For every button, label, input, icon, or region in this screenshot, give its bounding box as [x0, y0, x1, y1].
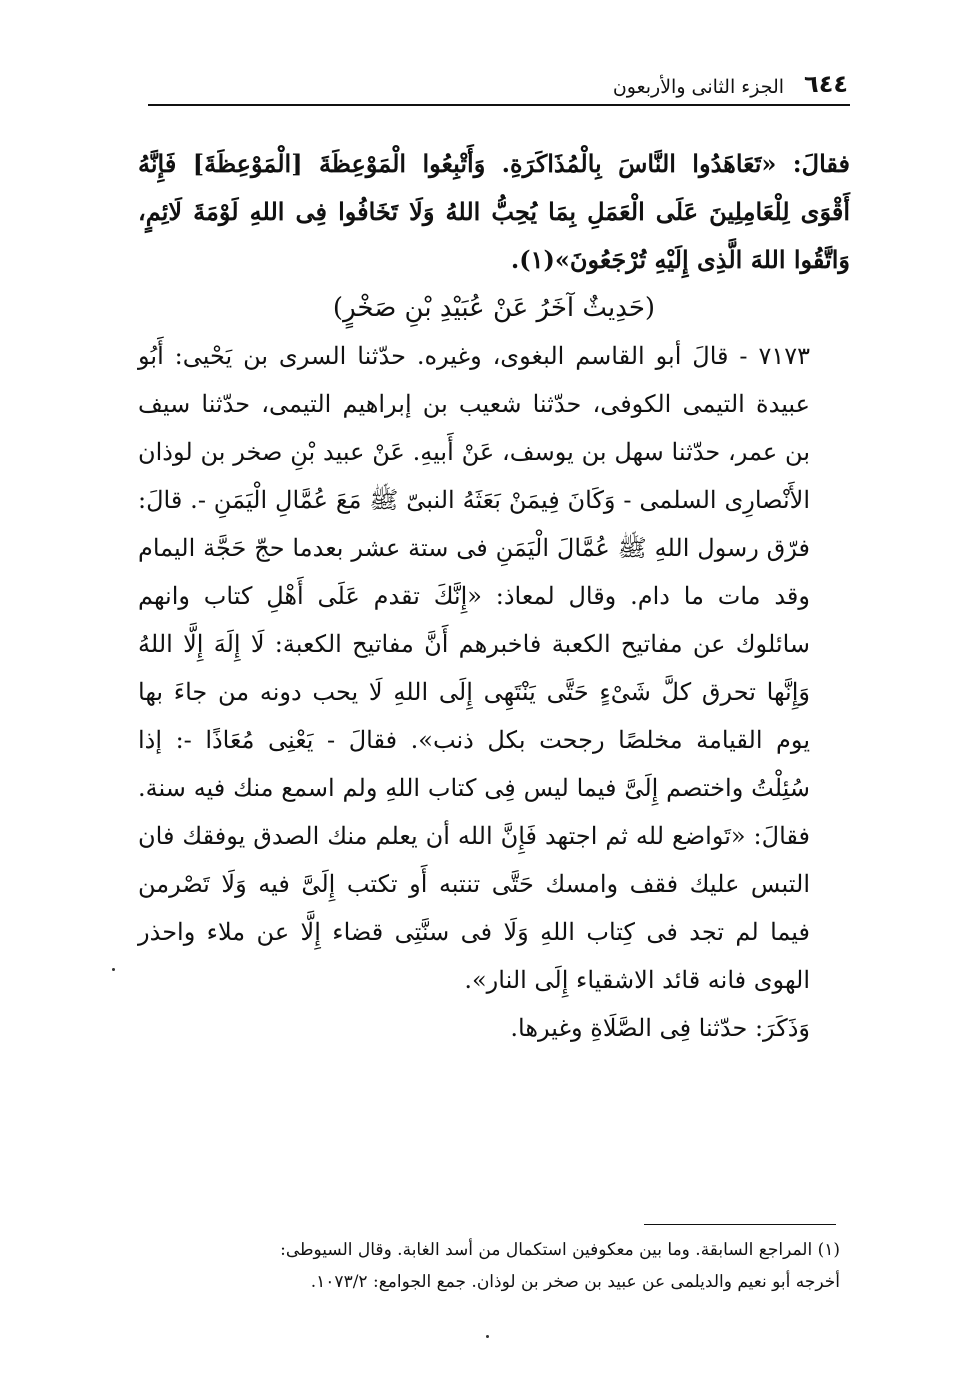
footnote-rule: [644, 1224, 836, 1225]
page-number: ٦٤٤: [804, 70, 848, 98]
page-header: [148, 58, 848, 98]
part-title: الجزء الثانى والأربعون: [612, 76, 785, 98]
main-text: [138, 140, 850, 1052]
stray-mark: [112, 968, 115, 971]
section-heading: (حَدِيثٌ آخَرُ عَنْ عُبَيْدِ بْنِ صَخْرٍ): [332, 293, 656, 323]
header-rule: [148, 104, 850, 106]
footnote-line-1: (١) المراجع السابقة. وما بين معكوفين استكمال من أسد الغابة. وقال السيوطى:: [280, 1240, 840, 1260]
footnotes: [140, 1234, 840, 1298]
stray-mark: [486, 1335, 489, 1338]
paragraph-opening-quote: فقالَ: «تَعَاهَدُوا النَّاسَ بِالْمُذَاكَرَةِ. وَأَتْبِعُوا الْمَوْعِظَةَ [الْمَوْعِظَةَ] فَإِنَّهُ أَقْوَى لِلْعَامِلِينَ عَلَى الْعَمَلِ بِمَا يُحِبُّ اللهُ وَلَا تَخَافُوا فِى اللهِ لَوْمَةَ لَائِمٍ، وَاتَّقُوا اللهَ الَّذِى إِلَيْهِ تُرْجَعُونَ»(١).: [138, 149, 850, 274]
hadith-paragraph: ٧١٧٣ - قالَ أبو القاسم البغوى، وغيره. حدّثنا السرى بن يَحْيى: أَبُو عبيدة التيمى الكوفى، حدّثنا شعيب بن إبراهيم التيمى، حدّثنا سيف بن عمر، حدّثنا سهل بن يوسف، عَنْ أَبيهِ. عَنْ عبيد بْنِ صخر بن لوذان الأَنْصارِى السلمى - وَكَانَ فِيمَنْ بَعَثَهُ النبىّ ﷺ مَعَ عُمَّالِ الْيَمَنِ -. قالَ: فرّق رسول اللهِ ﷺ عُمَّالَ الْيَمَنِ فى ستة عشر بعدما حجّ حَجَّة اليمام وقد مات ما دام. وقال لمعاذ: «إِنَّكَ تقدم عَلَى أَهْلِ كتاب وانهم سائلوك عن مفاتيح الكعبة فاخبرهم أَنَّ مفاتيح الكعبة: لَا إِلَهَ إِلَّا اللهُ وَإِنَّها تحرق كلَّ شَىْءٍ حَتَّى يَنْتَهِى إِلَى اللهِ لَا يحب دونه من جاءَ بها يوم القيامة مخلصًا رجحت بكل ذنب». فقالَ - يَعْنِى مُعَاذًا -: إذا سُئِلْتُ واختصم إِلَىَّ فيما ليس فِى كتاب اللهِ ولم اسمع منك فيه سنة. فقالَ: «تَواضع لله ثم اجتهد فَإِنَّ الله أن يعلم منك الصدق يوفقك فان التبس عليك فقف وامسك حَتَّى تنتبه أَو تكتب إِلَىَّ فيه وَلَا تَصْرمن فيما لم تجد فى كِتاب اللهِ وَلَا فى سنَّتِى قضاء إِلَّا عن ملاء واحذر الهوى فانه قائد الاشقياء إِلَى النار».: [138, 342, 810, 994]
closing-paragraph: وَذَكَرَ: حدّثنا فِى الصَّلَاةِ وغيرها.: [510, 1014, 810, 1042]
footnote-line-2: أخرجه أبو نعيم والديلمى عن عبيد بن صخر بن لوذان. جمع الجوامع: ١٠٧٣/٢.: [310, 1272, 840, 1292]
